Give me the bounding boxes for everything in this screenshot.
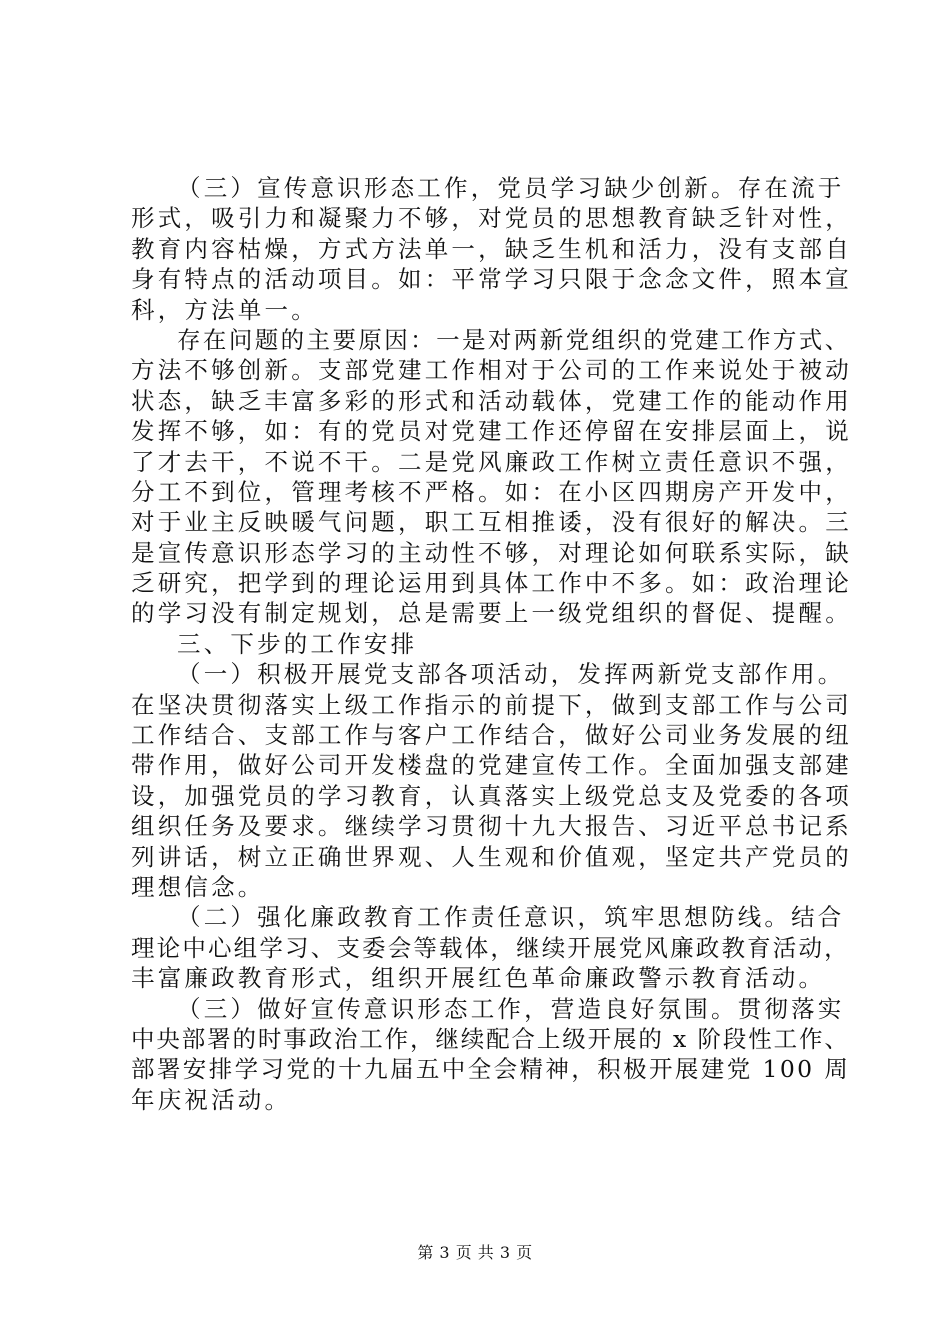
document-body [131,173,853,1115]
text-line: 中央部署的时事政治工作，继续配合上级开展的 x 阶段性工作、 [131,1024,850,1053]
text-line: （三）做好宣传意识形态工作，营造良好氛围。贯彻落实 [177,994,845,1023]
page-footer: 第 3 页 共 3 页 [417,1243,533,1262]
text-line: 部署安排学习党的十九届五中全会精神，积极开展建党 100 周 [131,1055,851,1084]
text-line: 带作用，做好公司开发楼盘的党建宣传工作。全面加强支部建 [131,751,852,780]
text-line: 形式，吸引力和凝聚力不够，对党员的思想教育缺乏针对性， [131,204,852,233]
text-line: 组织任务及要求。继续学习贯彻十九大报告、习近平总书记系 [131,812,852,841]
text-line: 对于业主反映暖气问题，职工互相推诿，没有很好的解决。三 [131,508,852,537]
text-line: 的学习没有制定规划，总是需要上一级党组织的督促、提醒。 [131,599,852,628]
text-line: 三、下步的工作安排 [177,629,418,658]
text-line: 教育内容枯燥，方式方法单一，缺乏生机和活力，没有支部自 [131,234,852,263]
text-line: 丰富廉政教育形式，组织开展红色革命廉政警示教育活动。 [131,964,826,993]
text-line: 方法不够创新。支部党建工作相对于公司的工作来说处于被动 [131,356,852,385]
text-line: 存在问题的主要原因：一是对两新党组织的党建工作方式、 [177,325,851,354]
text-line: 理想信念。 [131,872,265,901]
text-line: （一）积极开展党支部各项活动，发挥两新党支部作用。 [177,660,845,689]
text-line: 科，方法单一。 [131,295,318,324]
text-line: 在坚决贯彻落实上级工作指示的前提下，做到支部工作与公司 [131,690,852,719]
text-line: 分工不到位，管理考核不严格。如：在小区四期房产开发中， [131,477,852,506]
text-line: 列讲话，树立正确世界观、人生观和价值观，坚定共产党员的 [131,842,852,871]
text-line: （三）宣传意识形态工作，党员学习缺少创新。存在流于 [177,174,845,202]
text-line: 理论中心组学习、支委会等载体，继续开展党风廉政教育活动， [131,933,850,962]
text-line: 工作结合、支部工作与客户工作结合，做好公司业务发展的纽 [131,721,852,750]
text-line: 了才去干，不说不干。二是党风廉政工作树立责任意识不强， [131,447,852,476]
text-line: （二）强化廉政教育工作责任意识，筑牢思想防线。结合 [177,903,845,932]
text-line: 乏研究，把学到的理论运用到具体工作中不多。如：政治理论 [131,569,852,598]
text-line: 发挥不够，如：有的党员对党建工作还停留在安排层面上，说 [131,417,852,446]
text-line: 状态，缺乏丰富多彩的形式和活动载体，党建工作的能动作用 [131,386,852,415]
text-line: 是宣传意识形态学习的主动性不够，对理论如何联系实际，缺 [131,538,852,567]
text-line: 身有特点的活动项目。如：平常学习只限于念念文件，照本宣 [131,265,852,294]
text-line: 年庆祝活动。 [131,1085,292,1114]
text-line: 设，加强党员的学习教育，认真落实上级党总支及党委的各项 [131,781,852,810]
